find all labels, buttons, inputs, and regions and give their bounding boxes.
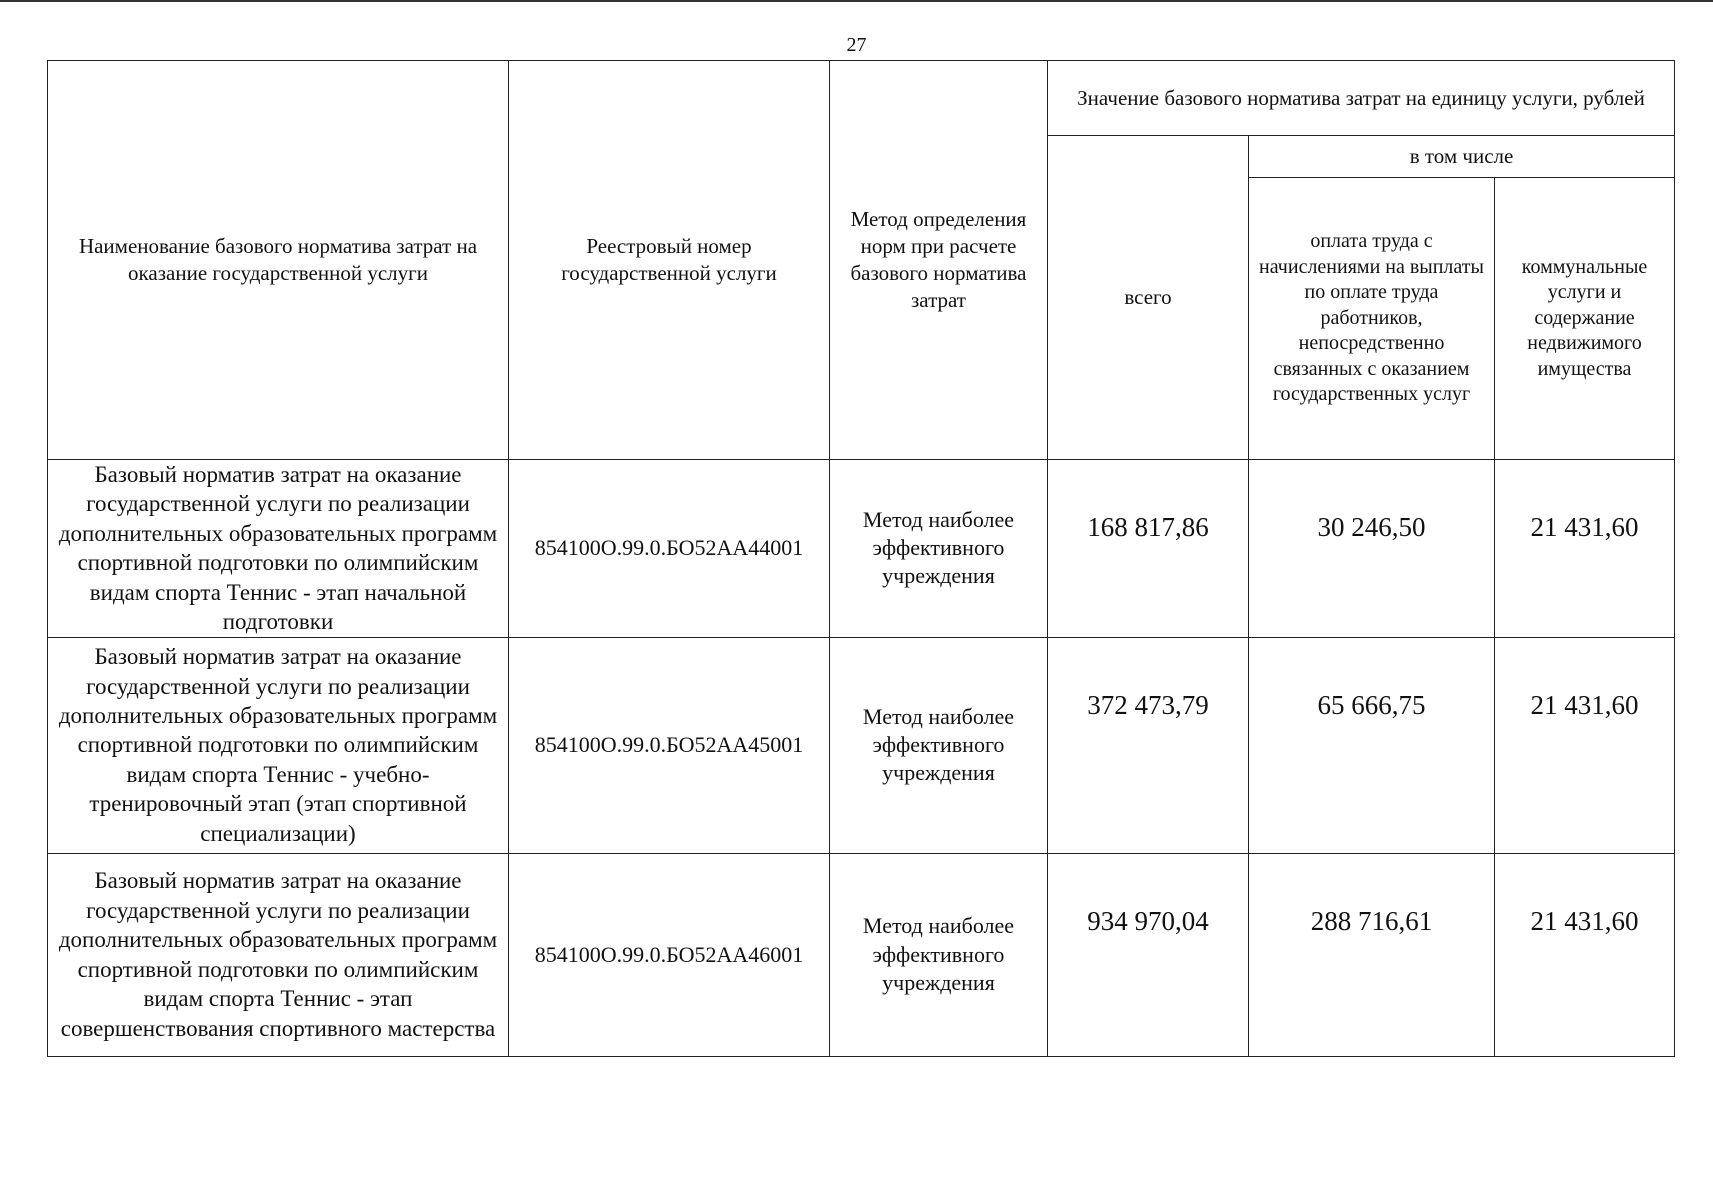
row-method: Метод наиболее эффективного учреждения: [830, 460, 1048, 638]
row-utilities: 21 431,60: [1495, 637, 1675, 853]
row-name: Базовый норматив затрат на оказание государственной услуги по реализации дополнительных образовательных программ спортивной подготовки по олимпийским видам спорта Теннис - этап совершенствования спортивного мастерства: [48, 853, 509, 1056]
row-registry: 854100О.99.0.БО52АА46001: [509, 853, 830, 1056]
row-labor: 30 246,50: [1249, 460, 1495, 638]
header-labor: оплата труда с начислениями на выплаты по оплате труда работников, непосредственно связанных с оказанием государственных услуг: [1249, 178, 1495, 460]
header-total: всего: [1048, 136, 1249, 460]
table-row: [48, 637, 1675, 853]
row-labor: 288 716,61: [1249, 853, 1495, 1056]
row-registry: 854100О.99.0.БО52АА44001: [509, 460, 830, 638]
row-utilities: 21 431,60: [1495, 460, 1675, 638]
row-name: Базовый норматив затрат на оказание государственной услуги по реализации дополнительных образовательных программ спортивной подготовки по олимпийским видам спорта Теннис - учебно-тренировочный этап (этап спортивной специализации): [48, 637, 509, 853]
row-method: Метод наиболее эффективного учреждения: [830, 637, 1048, 853]
row-registry: 854100О.99.0.БО52АА45001: [509, 637, 830, 853]
cost-norms-table: [47, 60, 1675, 1057]
page-number: 27: [846, 34, 867, 56]
header-name: Наименование базового норматива затрат на оказание государственной услуги: [48, 61, 509, 460]
scan-edge: [0, 0, 1713, 2]
row-name: Базовый норматив затрат на оказание государственной услуги по реализации дополнительных образовательных программ спортивной подготовки по олимпийским видам спорта Теннис - этап начальной подготовки: [48, 460, 509, 638]
row-total: 372 473,79: [1048, 637, 1249, 853]
header-method: Метод определения норм при расчете базового норматива затрат: [830, 61, 1048, 460]
row-total: 934 970,04: [1048, 853, 1249, 1056]
header-including: в том числе: [1249, 136, 1675, 178]
table-row: [48, 853, 1675, 1056]
table-row: [48, 460, 1675, 638]
header-registry: Реестровый номер государственной услуги: [509, 61, 830, 460]
header-row-1: [48, 61, 1675, 136]
header-value-group: Значение базового норматива затрат на единицу услуги, рублей: [1048, 61, 1675, 136]
row-total: 168 817,86: [1048, 460, 1249, 638]
row-labor: 65 666,75: [1249, 637, 1495, 853]
row-utilities: 21 431,60: [1495, 853, 1675, 1056]
row-method: Метод наиболее эффективного учреждения: [830, 853, 1048, 1056]
header-utilities: коммунальные услуги и содержание недвижимого имущества: [1495, 178, 1675, 460]
